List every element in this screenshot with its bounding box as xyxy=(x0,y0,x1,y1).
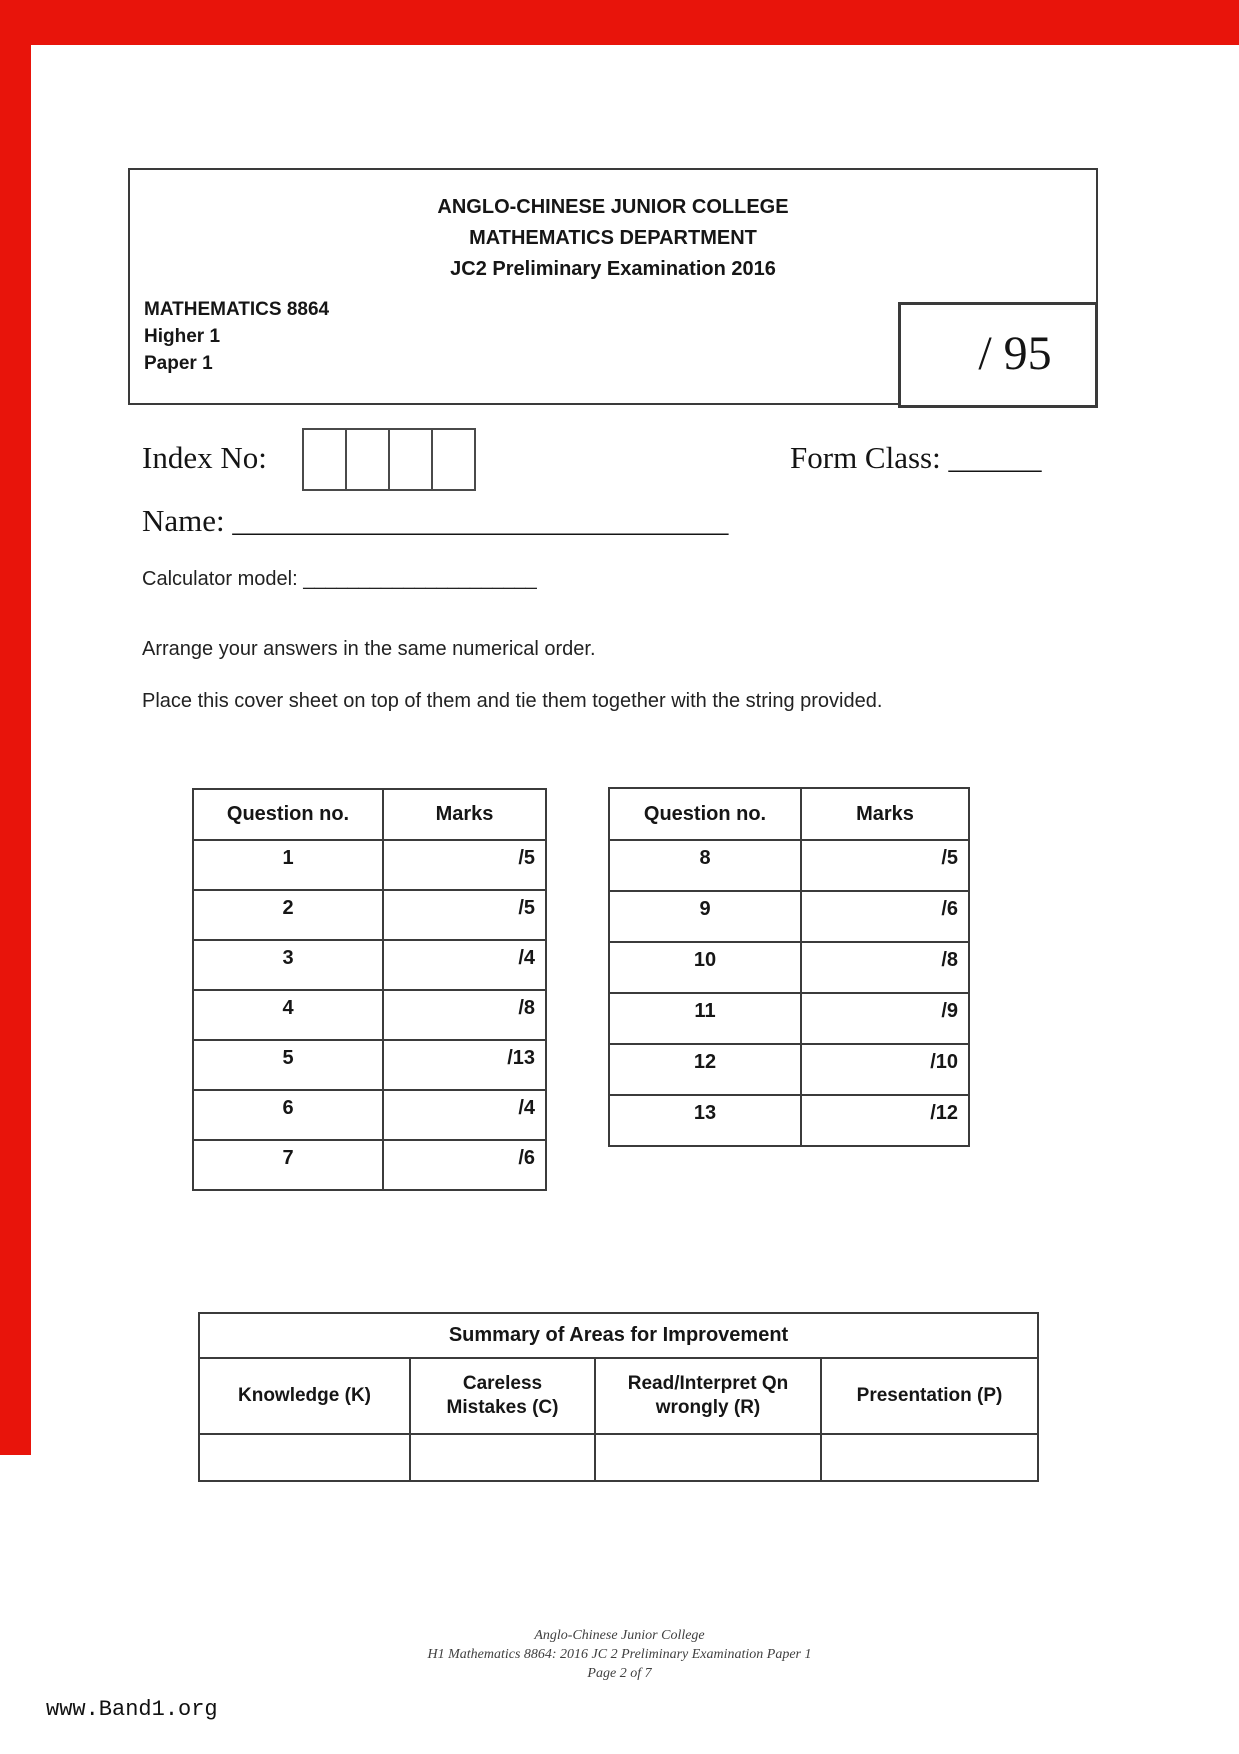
footer-page-number: Page 2 of 7 xyxy=(587,1666,652,1681)
question-number-cell: 13 xyxy=(609,1095,801,1146)
summary-empty-cell xyxy=(199,1434,410,1481)
subject-code: MATHEMATICS 8864 xyxy=(144,299,330,320)
question-number-cell: 4 xyxy=(193,990,383,1040)
table-row xyxy=(193,1040,546,1090)
heading-block xyxy=(130,192,1096,285)
instruction-line-2: Place this cover sheet on top of them and tie them together with the string provided. xyxy=(142,690,883,712)
marks-cell: /6 xyxy=(383,1140,546,1190)
summary-title: Summary of Areas for Improvement xyxy=(199,1313,1038,1358)
question-number-cell: 1 xyxy=(193,840,383,890)
red-strip-left xyxy=(0,45,31,1455)
marks-cell: /8 xyxy=(383,990,546,1040)
index-no-label: Index No: xyxy=(142,440,267,475)
red-strip-top xyxy=(0,0,1239,45)
marks-cell: /8 xyxy=(801,942,969,993)
summary-empty-cell xyxy=(410,1434,595,1481)
summary-empty-cell xyxy=(821,1434,1038,1481)
table-row xyxy=(609,891,969,942)
question-number-cell: 7 xyxy=(193,1140,383,1190)
question-number-cell: 3 xyxy=(193,940,383,990)
question-number-cell: 2 xyxy=(193,890,383,940)
table-row xyxy=(609,1095,969,1146)
question-number-cell: 5 xyxy=(193,1040,383,1090)
footer-exam-line: H1 Mathematics 8864: 2016 JC 2 Preliminary Examination Paper 1 xyxy=(427,1647,812,1662)
name-row xyxy=(142,503,728,539)
marks-header: Marks xyxy=(383,789,546,840)
marks-cell: /5 xyxy=(383,840,546,890)
index-no-grid xyxy=(302,428,476,491)
form-class-blank: ______ xyxy=(948,440,1042,475)
marks-header: Marks xyxy=(801,788,969,840)
instruction-line-1: Arrange your answers in the same numerical order. xyxy=(142,638,596,660)
exam-header-box xyxy=(128,168,1098,405)
table-row xyxy=(609,840,969,891)
marks-table-right xyxy=(608,787,970,1147)
name-label: Name: xyxy=(142,503,225,538)
index-digit-cell-1 xyxy=(302,428,347,491)
subject-level: Higher 1 xyxy=(144,326,221,347)
index-digit-cell-2 xyxy=(345,428,390,491)
watermark-url: www.Band1.org xyxy=(46,1697,218,1722)
table-row xyxy=(609,993,969,1044)
question-number-cell: 9 xyxy=(609,891,801,942)
table-row xyxy=(193,990,546,1040)
summary-table xyxy=(198,1312,1039,1482)
page-footer xyxy=(0,1626,1239,1683)
total-marks-text: / 95 xyxy=(978,327,1052,380)
exam-title: JC2 Preliminary Examination 2016 xyxy=(450,258,776,280)
marks-cell: /6 xyxy=(801,891,969,942)
form-class-row xyxy=(790,440,1041,476)
marks-cell: /4 xyxy=(383,1090,546,1140)
calculator-model-label: Calculator model: xyxy=(142,568,298,590)
table-row xyxy=(193,1140,546,1190)
question-number-cell: 10 xyxy=(609,942,801,993)
total-score-box xyxy=(898,302,1098,408)
question-no-header: Question no. xyxy=(609,788,801,840)
summary-col-careless: Careless Mistakes (C) xyxy=(410,1358,595,1434)
subject-block xyxy=(144,296,329,377)
paper-number: Paper 1 xyxy=(144,353,213,374)
table-row xyxy=(193,1090,546,1140)
department-name: MATHEMATICS DEPARTMENT xyxy=(469,227,757,249)
summary-col-knowledge: Knowledge (K) xyxy=(199,1358,410,1434)
table-row xyxy=(193,940,546,990)
question-no-header: Question no. xyxy=(193,789,383,840)
table-row xyxy=(609,1044,969,1095)
question-number-cell: 8 xyxy=(609,840,801,891)
calculator-model-row xyxy=(142,568,537,591)
name-blank: ________________________________ xyxy=(232,503,729,538)
summary-col-presentation: Presentation (P) xyxy=(821,1358,1038,1434)
form-class-label: Form Class: xyxy=(790,440,941,475)
marks-cell: /9 xyxy=(801,993,969,1044)
index-digit-cell-3 xyxy=(388,428,433,491)
marks-cell: /10 xyxy=(801,1044,969,1095)
marks-cell: /5 xyxy=(383,890,546,940)
index-digit-cell-4 xyxy=(431,428,476,491)
table-row xyxy=(609,942,969,993)
calculator-model-blank: _____________________ xyxy=(303,568,537,590)
summary-col-read-interpret: Read/Interpret Qn wrongly (R) xyxy=(595,1358,821,1434)
question-number-cell: 11 xyxy=(609,993,801,1044)
footer-college-line: Anglo-Chinese Junior College xyxy=(534,1628,705,1643)
question-number-cell: 6 xyxy=(193,1090,383,1140)
table-row xyxy=(193,840,546,890)
marks-cell: /12 xyxy=(801,1095,969,1146)
question-number-cell: 12 xyxy=(609,1044,801,1095)
marks-cell: /4 xyxy=(383,940,546,990)
table-row xyxy=(193,890,546,940)
marks-cell: /13 xyxy=(383,1040,546,1090)
marks-cell: /5 xyxy=(801,840,969,891)
college-name: ANGLO-CHINESE JUNIOR COLLEGE xyxy=(437,196,789,218)
summary-empty-cell xyxy=(595,1434,821,1481)
marks-table-left xyxy=(192,788,547,1191)
